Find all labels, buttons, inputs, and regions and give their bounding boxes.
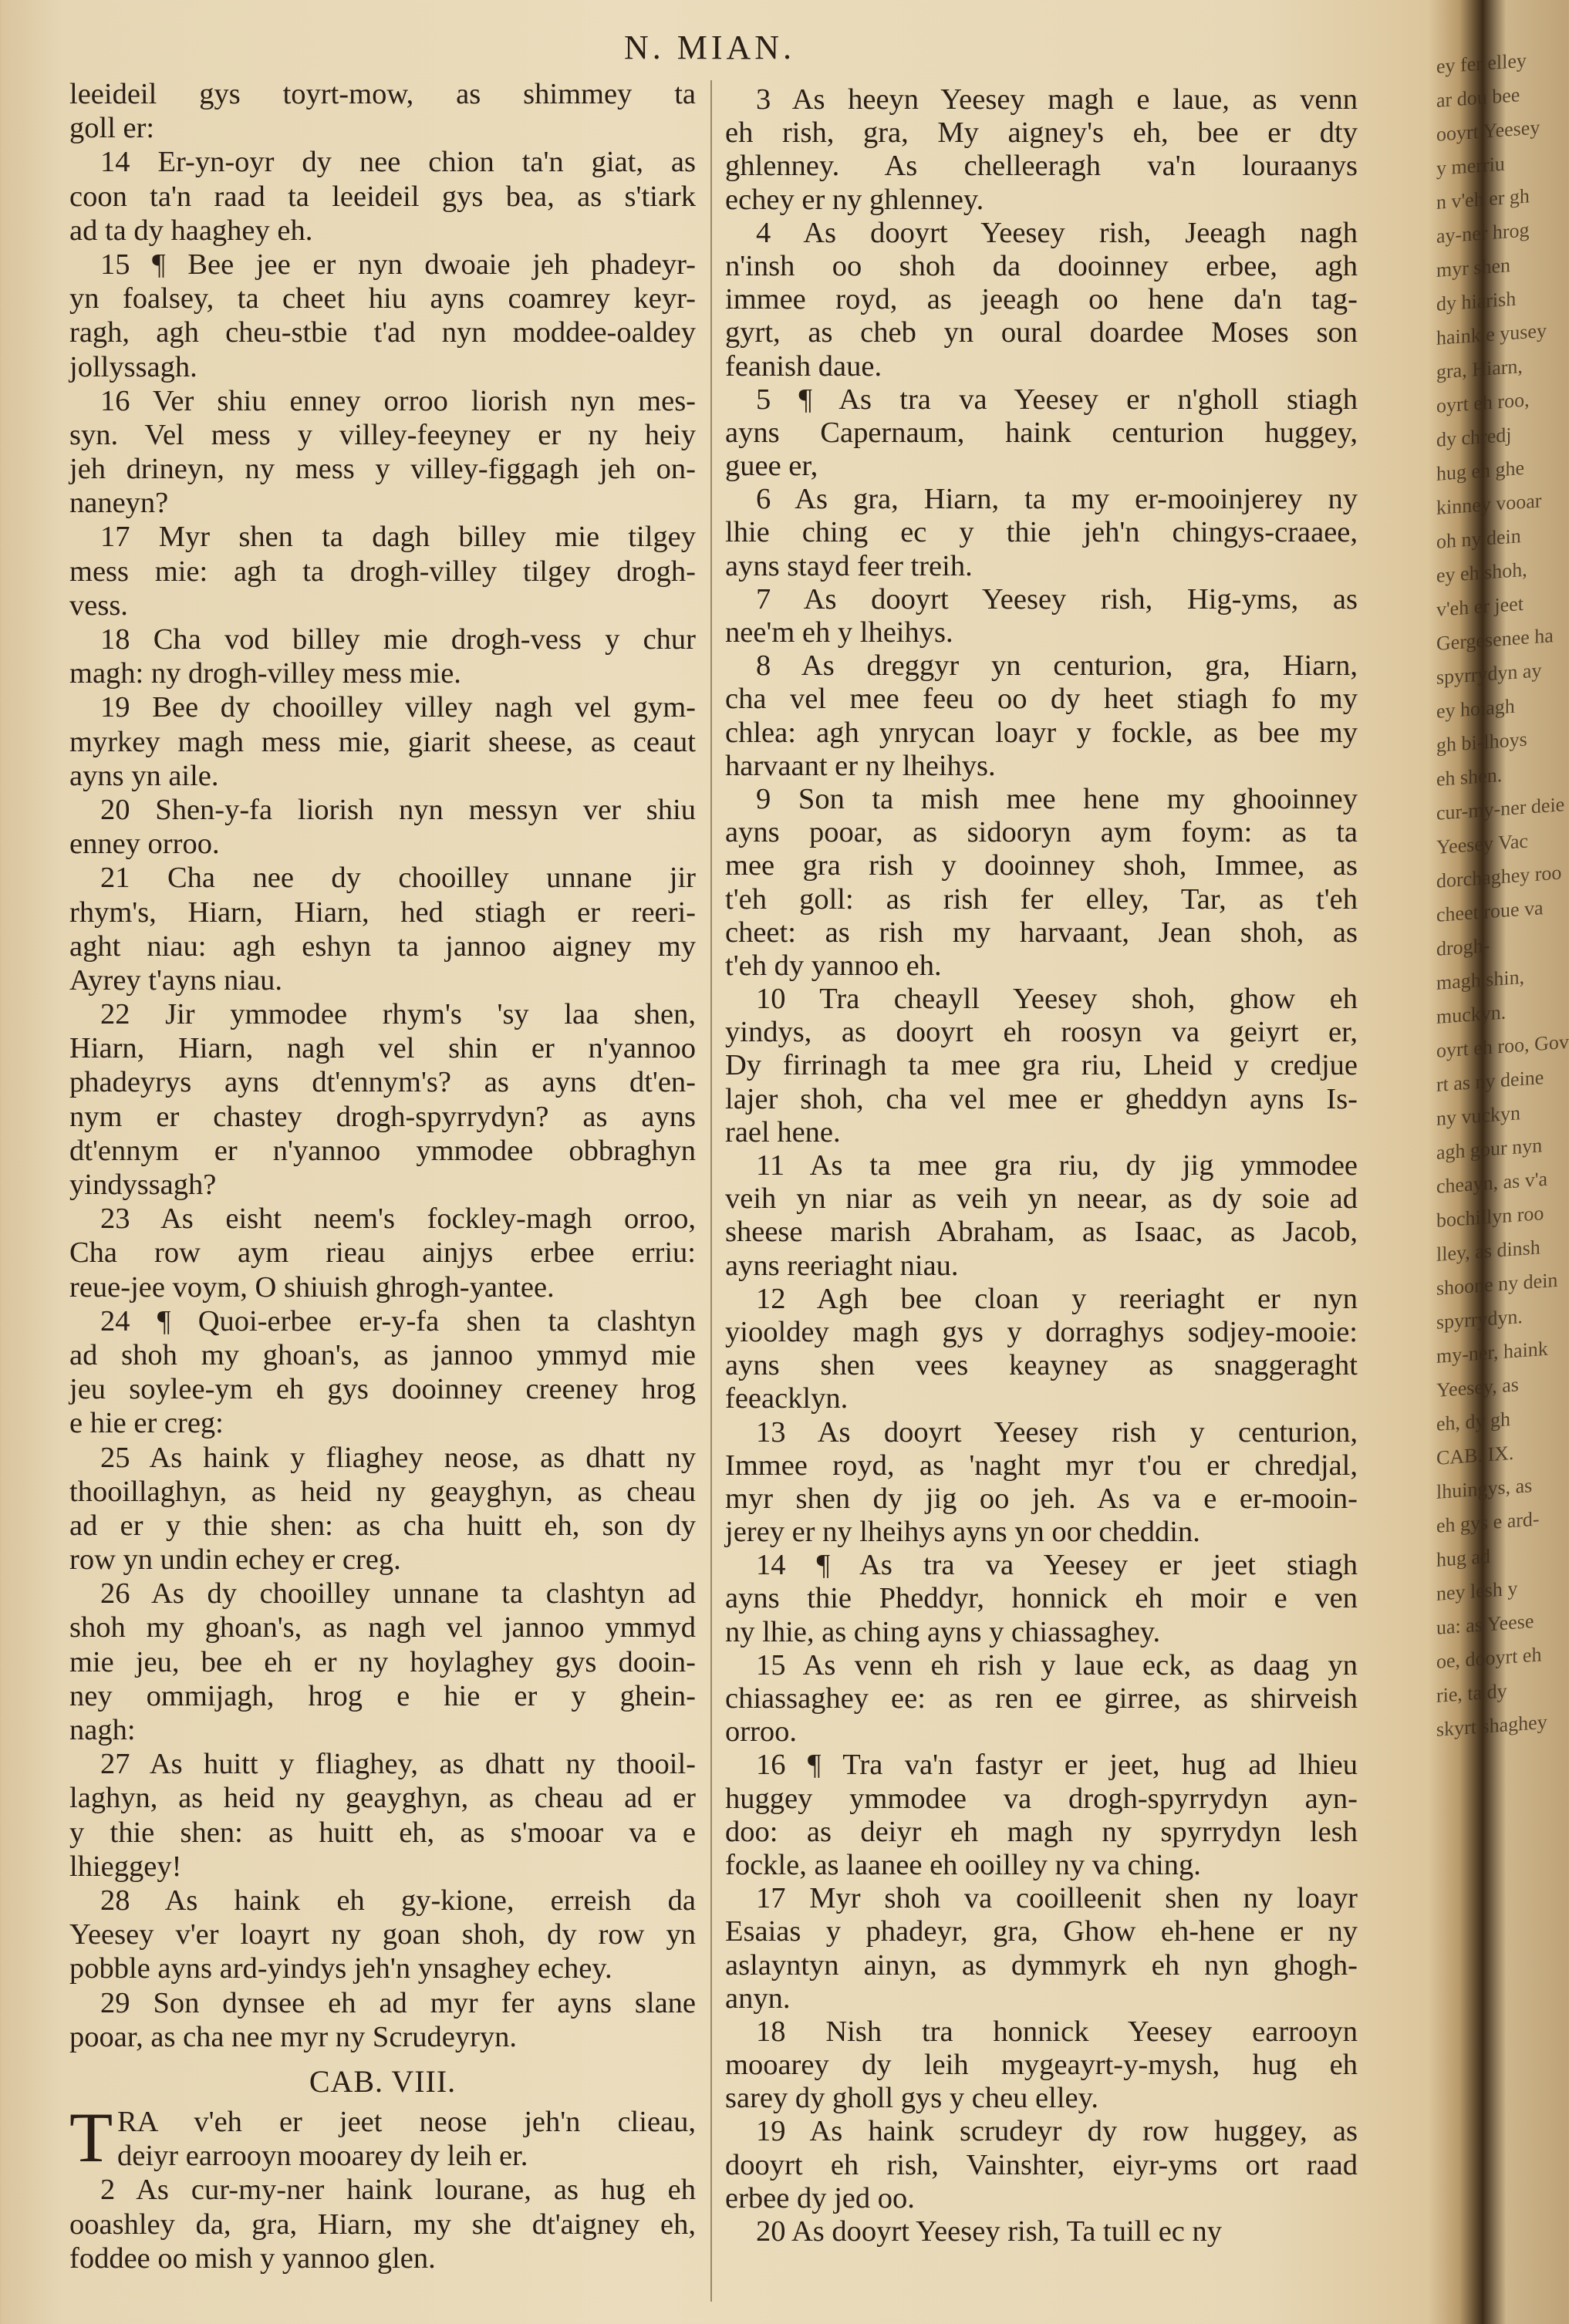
text-line: sarey dy gholl gys y cheu elley. — [725, 2082, 1098, 2115]
text-line: 20 As dooyrt Yeesey rish, Ta tuill ec ny — [756, 2215, 1223, 2248]
facing-page-fragment: eh gys e ard- — [1436, 1507, 1540, 1537]
text-line: Dy firrinagh ta mee gra riu, Lheid y credjue — [725, 1049, 1358, 1082]
text-line: dooyrt eh rish, Vainshter, eiyr-yms ort raad — [725, 2148, 1358, 2181]
facing-page-fragment: drogh- — [1436, 933, 1490, 960]
text-line: anyn. — [725, 1982, 791, 2015]
text-line: rhym's, Hiarn, Hiarn, hed stiagh er reeri- — [69, 896, 696, 929]
facing-page-fragment: n v'eh er gh — [1436, 184, 1530, 214]
text-line: Immee royd, as 'naght myr t'ou er chredjal, — [725, 1449, 1358, 1482]
text-line: 4 As dooyrt Yeesey rish, Jeeagh nagh — [756, 216, 1358, 249]
text-line: mie jeu, bee eh er ny hoylaghey gys dooin- — [69, 1645, 696, 1678]
text-line: 12 Agh bee cloan y reeriaght er nyn — [756, 1282, 1358, 1315]
text-line: e hie er creg: — [69, 1407, 224, 1440]
facing-page-fragment: lhuingys, as — [1436, 1474, 1533, 1503]
facing-page-fragment: dy chredj — [1436, 423, 1512, 451]
text-line: ayns shen vees keayney as snaggeraght — [725, 1349, 1358, 1382]
text-line: lhie ching ec y thie jeh'n chingys-craaee, — [725, 516, 1358, 549]
facing-page-fragment: ey hoiagh — [1436, 694, 1515, 723]
text-line: chlea: agh ynrycan loayr y fockle, as bee my — [725, 716, 1358, 749]
facing-page-fragment: Gergesenee ha — [1436, 624, 1554, 655]
facing-page-fragment: hug eh ghe — [1436, 456, 1525, 485]
facing-page-fragment: Yeesey Vac — [1436, 829, 1528, 858]
facing-page-fragment: hug ad — [1436, 1544, 1491, 1571]
text-line: 14 Er-yn-oyr dy nee chion ta'n giat, as — [100, 146, 696, 179]
text-line: 18 Nish tra honnick Yeesey earrooyn — [756, 2015, 1358, 2048]
text-line: n'insh oo shoh da dooinney erbee, agh — [725, 249, 1358, 282]
text-line: orroo. — [725, 1715, 798, 1749]
text-line: ad shoh my ghoan's, as jannoo ymmyd mie — [69, 1338, 696, 1371]
text-line: feeacklyn. — [725, 1382, 849, 1415]
text-line: 14 ¶ As tra va Yeesey er jeet stiagh — [756, 1549, 1358, 1582]
text-line: 6 As gra, Hiarn, ta my er-mooinjerey ny — [756, 483, 1358, 516]
text-line: 20 Shen-y-fa liorish nyn messyn ver shiu — [100, 793, 696, 826]
text-line: 22 Jir ymmodee rhym's 'sy laa shen, — [100, 998, 696, 1031]
text-line: reue-jee voym, O shiuish ghrogh-yantee. — [69, 1270, 555, 1304]
facing-page-fragment: agh gour nyn — [1436, 1134, 1543, 1164]
text-line: eh rish, gra, My aigney's eh, bee er dty — [725, 116, 1358, 150]
facing-page-fragment: gh bi-lhoys — [1436, 727, 1527, 757]
text-line: 17 Myr shoh va cooilleenit shen ny loayr — [756, 1882, 1358, 1915]
text-line: lajer shoh, cha vel mee er gheddyn ayns Is- — [725, 1082, 1358, 1115]
text-line: Hiarn, Hiarn, nagh vel shin er n'yannoo — [69, 1032, 696, 1065]
text-line: cheet: as rish my harvaant, Jean shoh, as — [725, 916, 1358, 949]
text-line: 25 As haink y fliaghey neose, as dhatt ny — [100, 1441, 696, 1474]
facing-page-fragment: y merriu — [1436, 152, 1505, 180]
facing-page-fragment: magh shin, — [1436, 965, 1525, 994]
drop-cap: T — [69, 2098, 113, 2177]
text-line: Cha row aym rieau ainjys erbee erriu: — [69, 1236, 696, 1270]
text-line: feanish daue. — [725, 349, 882, 383]
text-line: ney ommijagh, hrog e hie er y ghein- — [69, 1679, 696, 1712]
text-line: jerey er ny lheihys ayns yn oor cheddin. — [725, 1516, 1200, 1549]
facing-page-fragment: oe, dooyrt eh — [1436, 1643, 1542, 1673]
text-line: laghyn, as heid ny geayghyn, as cheau ad er — [69, 1782, 696, 1815]
text-line: yindys, as dooyrt eh roosyn va geiyrt er, — [725, 1016, 1358, 1049]
text-line: sheese marish Abraham, as Isaac, as Jacob, — [725, 1216, 1358, 1249]
text-line: syn. Vel mess y villey-feeyney er ny heiy — [69, 418, 696, 451]
text-line: Ayrey t'ayns niau. — [69, 963, 283, 997]
text-line: ny lhie, as ching ayns y chiassaghey. — [725, 1615, 1161, 1648]
text-line: 26 As dy chooilley unnane ta clashtyn ad — [100, 1577, 696, 1611]
text-line: t'eh goll: as rish fer elley, Tar, as t'eh — [725, 882, 1358, 916]
text-line: 29 Son dynsee eh ad myr fer ayns slane — [100, 1986, 696, 2019]
right-column — [725, 83, 1358, 2248]
facing-page-fragment: haink e yusey — [1436, 319, 1547, 349]
text-line: gyrt, as cheb yn oural doardee Moses son — [725, 316, 1358, 349]
facing-page-fragment: my-ner, haink — [1436, 1337, 1548, 1368]
facing-page-edge — [1436, 0, 1569, 2324]
text-line: 17 Myr shen ta dagh billey mie tilgey — [100, 521, 696, 554]
facing-page-fragment: v'eh er jeet — [1436, 592, 1523, 621]
text-line: ayns yn aile. — [69, 759, 219, 792]
facing-page-fragment: cur-my-ner deie — [1436, 793, 1565, 825]
text-line: yindyssagh? — [69, 1169, 217, 1201]
text-line: jeh drineyn, ny mess y villey-figgagh jeh on- — [69, 453, 696, 486]
text-line: lhieggey! — [69, 1850, 182, 1883]
text-line: harvaant er ny lheihys. — [725, 749, 996, 782]
text-line: 23 As eisht neem's fockley-magh orroo, — [100, 1202, 696, 1236]
facing-page-fragment: ay-ner hrog — [1436, 218, 1530, 248]
text-line: ad er y thie shen: as cha huitt eh, son dy — [69, 1509, 696, 1542]
text-line: myr shen dy jig oo jeh. As va e er-mooin- — [725, 1482, 1358, 1515]
text-line: 27 As huitt y fliaghey, as dhatt ny thooil- — [100, 1748, 696, 1781]
text-line: coon ta'n raad ta leeideil gys bea, as s'tiark — [69, 180, 696, 213]
running-head: N. MIAN. — [623, 29, 796, 66]
facing-page-fragment: ar dou bee — [1436, 83, 1520, 112]
text-line: shoh my ghoan's, as nagh vel jannoo ymmyd — [69, 1611, 696, 1644]
text-line: yn foalsey, ta cheet hiu ayns coamrey keyr- — [69, 282, 696, 315]
text-line: 7 As dooyrt Yeesey rish, Hig-yms, as — [756, 582, 1358, 616]
text-line: 16 ¶ Tra va'n fastyr er jeet, hug ad lhieu — [756, 1749, 1358, 1782]
facing-page-fragment: dorchaghey roo — [1436, 861, 1562, 892]
facing-page-fragment: ny vuckyn — [1436, 1101, 1521, 1130]
text-line: dt'ennym er n'yannoo ymmodee obbraghyn — [69, 1134, 696, 1167]
text-line: huggey ymmodee va drogh-spyrrydyn ayn- — [725, 1782, 1358, 1815]
text-line: nym er chastey drogh-spyrrydyn? as ayns — [69, 1100, 696, 1133]
facing-page-fragment: ooyrt Yeesey — [1436, 116, 1540, 146]
text-line: 19 Bee dy chooilley villey nagh vel gym- — [100, 691, 696, 724]
text-line: RA v'eh er jeet neose jeh'n clieau, — [117, 2106, 696, 2139]
text-line: 21 Cha nee dy chooilley unnane jir — [100, 862, 696, 895]
text-line: ayns reeriaght niau. — [725, 1249, 959, 1282]
text-line: erbee dy jed oo. — [725, 2181, 915, 2214]
facing-page-fragment: myr shen — [1436, 254, 1511, 282]
facing-page-fragment: rie, ta dy — [1436, 1679, 1507, 1707]
text-line: jollyssagh. — [69, 350, 197, 383]
facing-page-fragment: oyrt eh roo, — [1436, 388, 1530, 417]
text-line: Esaias y phadeyr, gra, Ghow eh-hene er ny — [725, 1915, 1358, 1948]
text-line: goll er: — [69, 112, 155, 145]
text-line: thooillaghyn, as heid ny geayghyn, as cheau — [69, 1475, 696, 1508]
text-line: 9 Son ta mish mee hene my ghooinney — [756, 782, 1358, 815]
text-line: ghlenney. As chelleeragh va'n louraanys — [725, 150, 1358, 183]
text-line: 24 ¶ Quoi-erbee er-y-fa shen ta clashtyn — [100, 1304, 696, 1337]
text-line: 15 ¶ Bee jee er nyn dwoaie jeh phadeyr- — [100, 248, 696, 281]
text-line: ayns pooar, as sidooryn aym foym: as ta — [725, 816, 1358, 849]
text-line: ayns Capernaum, haink centurion huggey, — [725, 416, 1358, 449]
facing-page-fragment: spyrrydyn ay — [1436, 659, 1542, 689]
text-line: leeideil gys toyrt-mow, as shimmey ta — [69, 78, 696, 110]
text-line: 18 Cha vod billey mie drogh-vess y chur — [100, 623, 696, 656]
text-line: enney orroo. — [69, 828, 220, 861]
text-line: pooar, as cha nee myr ny Scrudeyryn. — [69, 2020, 518, 2053]
text-line: 3 As heeyn Yeesey magh e laue, as venn — [756, 83, 1358, 116]
text-line: ayns stayd feer treih. — [725, 549, 973, 582]
text-line: 28 As haink eh gy-kione, erreish da — [100, 1884, 696, 1917]
text-line: mooarey dy leih mygeayrt-y-mysh, hug eh — [725, 2049, 1358, 2082]
text-line: nagh: — [69, 1714, 136, 1746]
text-line: pobble ayns ard-yindys jeh'n ynsaghey echey. — [69, 1952, 612, 1985]
facing-page-fragment: cheet roue va — [1436, 896, 1544, 926]
facing-page-fragment: CAB. IX. — [1436, 1441, 1514, 1469]
text-line: aslayntyn ainyn, as dymmyrk eh nyn ghogh- — [725, 1948, 1358, 1982]
facing-page-fragment: kinney vooar — [1436, 489, 1542, 519]
text-line: 16 Ver shiu enney orroo liorish nyn mes- — [100, 384, 696, 417]
text-line: chiassaghey ee: as ren ee girree, as shirveish — [725, 1682, 1358, 1715]
text-line: nee'm eh y lheihys. — [725, 616, 953, 649]
facing-page-fragment: gra, Hiarn, — [1436, 354, 1523, 383]
text-line: mess mie: agh ta drogh-villey tilgey drogh- — [69, 555, 696, 588]
facing-page-fragment: cheayn, as v'a — [1436, 1167, 1548, 1198]
text-line: yiooldey magh gys y dorraghys sodjey-mooie: — [725, 1315, 1358, 1348]
facing-page-fragment: spyrrydyn. — [1436, 1304, 1523, 1334]
text-line: veih yn niar as veih yn neear, as dy soie ad — [725, 1182, 1358, 1216]
text-line: mee gra rish y dooinney shoh, Immee, as — [725, 849, 1358, 882]
text-line: 10 Tra cheayll Yeesey shoh, ghow eh — [756, 983, 1358, 1016]
text-line: ad ta dy haaghey eh. — [69, 214, 313, 247]
text-line: naneyn? — [69, 487, 169, 520]
facing-page-fragment: Yeesey, as — [1436, 1373, 1519, 1401]
text-line: 2 As cur-my-ner haink lourane, as hug eh — [100, 2174, 696, 2207]
facing-page-fragment: lley, as dinsh — [1436, 1236, 1540, 1266]
facing-page-fragment: bochillyn roo — [1436, 1202, 1544, 1232]
facing-page-fragment: eh, dy gh — [1436, 1408, 1511, 1435]
facing-page-fragment: rt as ny deine — [1436, 1066, 1544, 1096]
text-line: echey er ny ghlenney. — [725, 183, 984, 216]
facing-page-fragment: oh ny dein — [1436, 525, 1521, 553]
text-line: y thie shen: as huitt eh, as s'mooar va e — [69, 1816, 696, 1849]
left-column — [69, 77, 696, 2275]
text-line: phadeyrys ayns dt'ennym's? as ayns dt'en- — [69, 1066, 696, 1099]
text-line: rael hene. — [725, 1115, 841, 1149]
text-line: 8 As dreggyr yn centurion, gra, Hiarn, — [756, 649, 1358, 683]
text-line: ooashley da, gra, Hiarn, my she dt'aigney eh, — [69, 2208, 696, 2241]
text-line: guee er, — [725, 450, 818, 483]
text-line: magh: ny drogh-villey mess mie. — [69, 657, 461, 690]
text-line: Yeesey v'er loayrt ny goan shoh, dy row yn — [69, 1918, 696, 1951]
facing-page-fragment: ney lesh y — [1436, 1577, 1518, 1605]
facing-page-fragment: ey eh shoh, — [1436, 558, 1527, 587]
text-line: cha vel mee feeu oo dy heet stiagh fo my — [725, 683, 1358, 716]
text-line: t'eh dy yannoo eh. — [725, 949, 942, 982]
column-divider — [710, 80, 712, 2302]
text-line: 13 As dooyrt Yeesey rish y centurion, — [756, 1415, 1358, 1449]
facing-page-fragment: oyrt eh roo, Gov — [1436, 1030, 1569, 1062]
text-line: 5 ¶ As tra va Yeesey er n'gholl stiagh — [756, 383, 1358, 416]
text-line: foddee oo mish y yannoo glen. — [69, 2241, 436, 2275]
facing-page-fragment: ey fer elley — [1436, 49, 1527, 78]
text-line: row yn undin echey er creg. — [69, 1543, 401, 1577]
text-line: ayns thie Pheddyr, honnick eh moir e ven — [725, 1582, 1358, 1615]
text-line: deiyr earrooyn mooarey dy leih er. — [117, 2140, 528, 2173]
facing-page-fragment: skyrt shaghey — [1436, 1710, 1547, 1741]
text-line: aght niau: agh eshyn ta jannoo aigney my — [69, 929, 696, 963]
text-line: ragh, agh cheu-stbie t'ad nyn moddee-oaldey — [69, 316, 696, 349]
text-line: doo: as deiyr eh magh ny spyrrydyn lesh — [725, 1815, 1358, 1848]
facing-page-fragment: muckyn. — [1436, 1000, 1507, 1028]
text-line: myrkey magh mess mie, giarit sheese, as ceaut — [69, 725, 696, 758]
facing-page-fragment: dy hiarish — [1436, 287, 1517, 315]
facing-page-fragment: shoone ny dein — [1436, 1268, 1558, 1300]
text-line: vess. — [69, 589, 128, 622]
facing-page-fragment: eh shen. — [1436, 763, 1503, 791]
text-line: 19 As haink scrudeyr dy row huggey, as — [756, 2115, 1358, 2148]
chapter-heading: CAB. VIII. — [309, 2063, 457, 2099]
text-line: jeu soylee-ym eh gys dooinney creeney hrog — [69, 1373, 696, 1406]
text-line: immee royd, as jeeagh oo hene da'n tag- — [725, 283, 1358, 316]
text-line: 11 As ta mee gra riu, dy jig ymmodee — [756, 1149, 1358, 1182]
facing-page-fragment: ua: as Yeese — [1436, 1609, 1534, 1639]
text-line: 15 As venn eh rish y laue eck, as daag yn — [756, 1648, 1358, 1681]
text-line: fockle, as laanee eh ooilley ny va ching. — [725, 1848, 1201, 1881]
